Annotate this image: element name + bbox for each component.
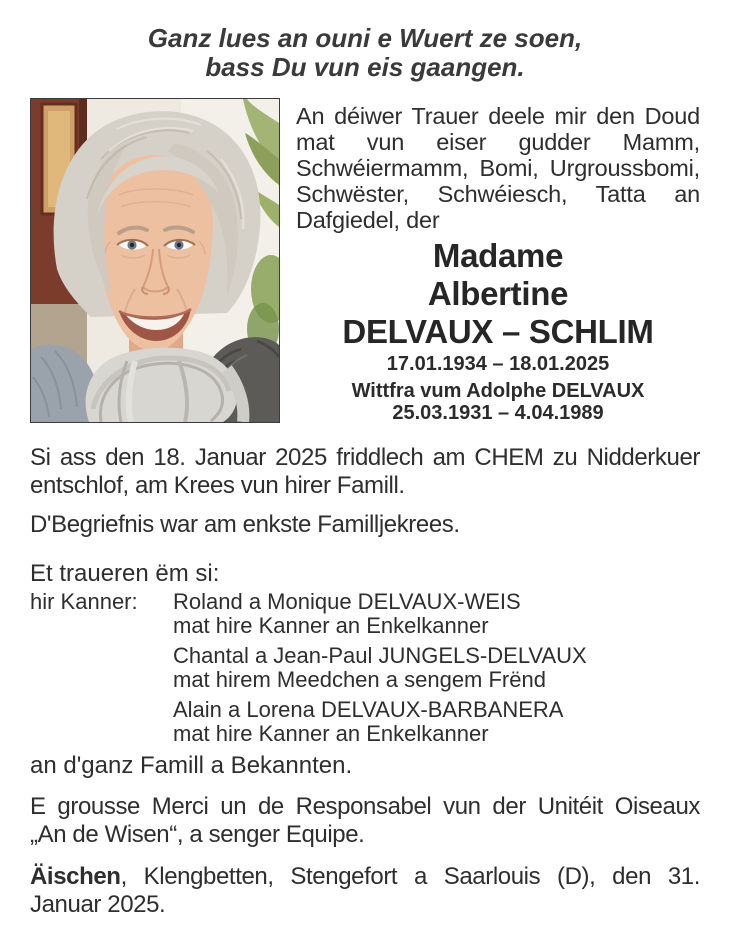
mourner-names: Alain a Lorena DELVAUX-BARBANERA <box>173 697 564 722</box>
mourner-names: Roland a Monique DELVAUX-WEIS <box>173 589 521 614</box>
mourning-heading: Et traueren ëm si: <box>30 560 220 587</box>
widow-dates: 25.03.1931 – 4.04.1989 <box>392 402 604 424</box>
portrait-illustration <box>31 99 279 422</box>
dateline-date: Januar 2025. <box>30 891 166 918</box>
thanks-line-1: E grousse Merci un de Responsabel vun der Unitéit Oiseaux <box>30 793 700 820</box>
announcement-column <box>296 98 700 424</box>
intro-paragraph <box>296 103 700 233</box>
mourner-detail: mat hire Kanner an Enkelkanner <box>173 612 489 638</box>
mourner-detail: mat hire Kanner an Enkelkanner <box>173 720 489 746</box>
deceased-name <box>296 237 700 351</box>
mourner-names: Chantal a Jean-Paul JUNGELS-DELVAUX <box>173 643 587 668</box>
passing-paragraph <box>30 444 700 500</box>
funeral-paragraph: D'Begriefnis war am enkste Familljekrees. <box>30 511 460 538</box>
mourning-closing: an d'ganz Famill a Bekannten. <box>30 752 353 779</box>
mourner-entry <box>173 698 700 745</box>
deceased-family-name: DELVAUX – SCHLIM <box>342 313 654 350</box>
passing-line-2: entschlof, am Krees vun hirer Famill. <box>30 472 405 499</box>
epigraph-line-1: Ganz lues an ouni e Wuert ze soen, <box>147 23 583 53</box>
mourner-entry <box>173 590 700 637</box>
thanks-paragraph <box>30 793 700 849</box>
mourners-entries <box>173 590 700 745</box>
dateline-paragraph <box>30 863 700 919</box>
mourners-label: hir Kanner: <box>30 589 138 614</box>
epigraph-line-2: bass Du vun eis gaangen. <box>205 52 525 82</box>
mourner-detail: mat hirem Meedchen a sengem Frënd <box>173 666 546 692</box>
widow-line: Wittfra vum Adolphe DELVAUX <box>351 380 645 402</box>
intro-line-4: Schwëster, Schwéiesch, Tatta an <box>296 181 700 207</box>
epigraph <box>30 24 700 82</box>
deceased-title: Madame <box>432 237 564 274</box>
dateline-places-bold: Äischen <box>30 863 121 890</box>
intro-line-3: Schwéiermamm, Bomi, Urgroussbomi, <box>296 155 700 181</box>
portrait-photo <box>30 98 280 423</box>
thanks-line-2: „An de Wisen“, a senger Equipe. <box>30 821 365 848</box>
passing-line-1: Si ass den 18. Januar 2025 friddlech am CHEM zu Nidderkuer <box>30 444 700 471</box>
widow-block <box>296 380 700 424</box>
intro-line-2: mat vun eiser gudder Mamm, <box>296 129 700 155</box>
dateline-places-line <box>30 863 700 891</box>
intro-line-5: Dafgiedel, der <box>296 207 440 233</box>
dateline-places-rest: , Klengbetten, Stengefort a Saarlouis (D), den 31. <box>120 863 700 890</box>
mourner-entry <box>173 644 700 691</box>
intro-line-1: An déiwer Trauer deele mir den Doud <box>296 103 700 129</box>
mourners-list <box>30 590 700 745</box>
deceased-first-name: Albertine <box>427 275 569 312</box>
life-dates: 17.01.1934 – 18.01.2025 <box>386 353 610 375</box>
photo-and-announcement-row <box>30 98 700 424</box>
